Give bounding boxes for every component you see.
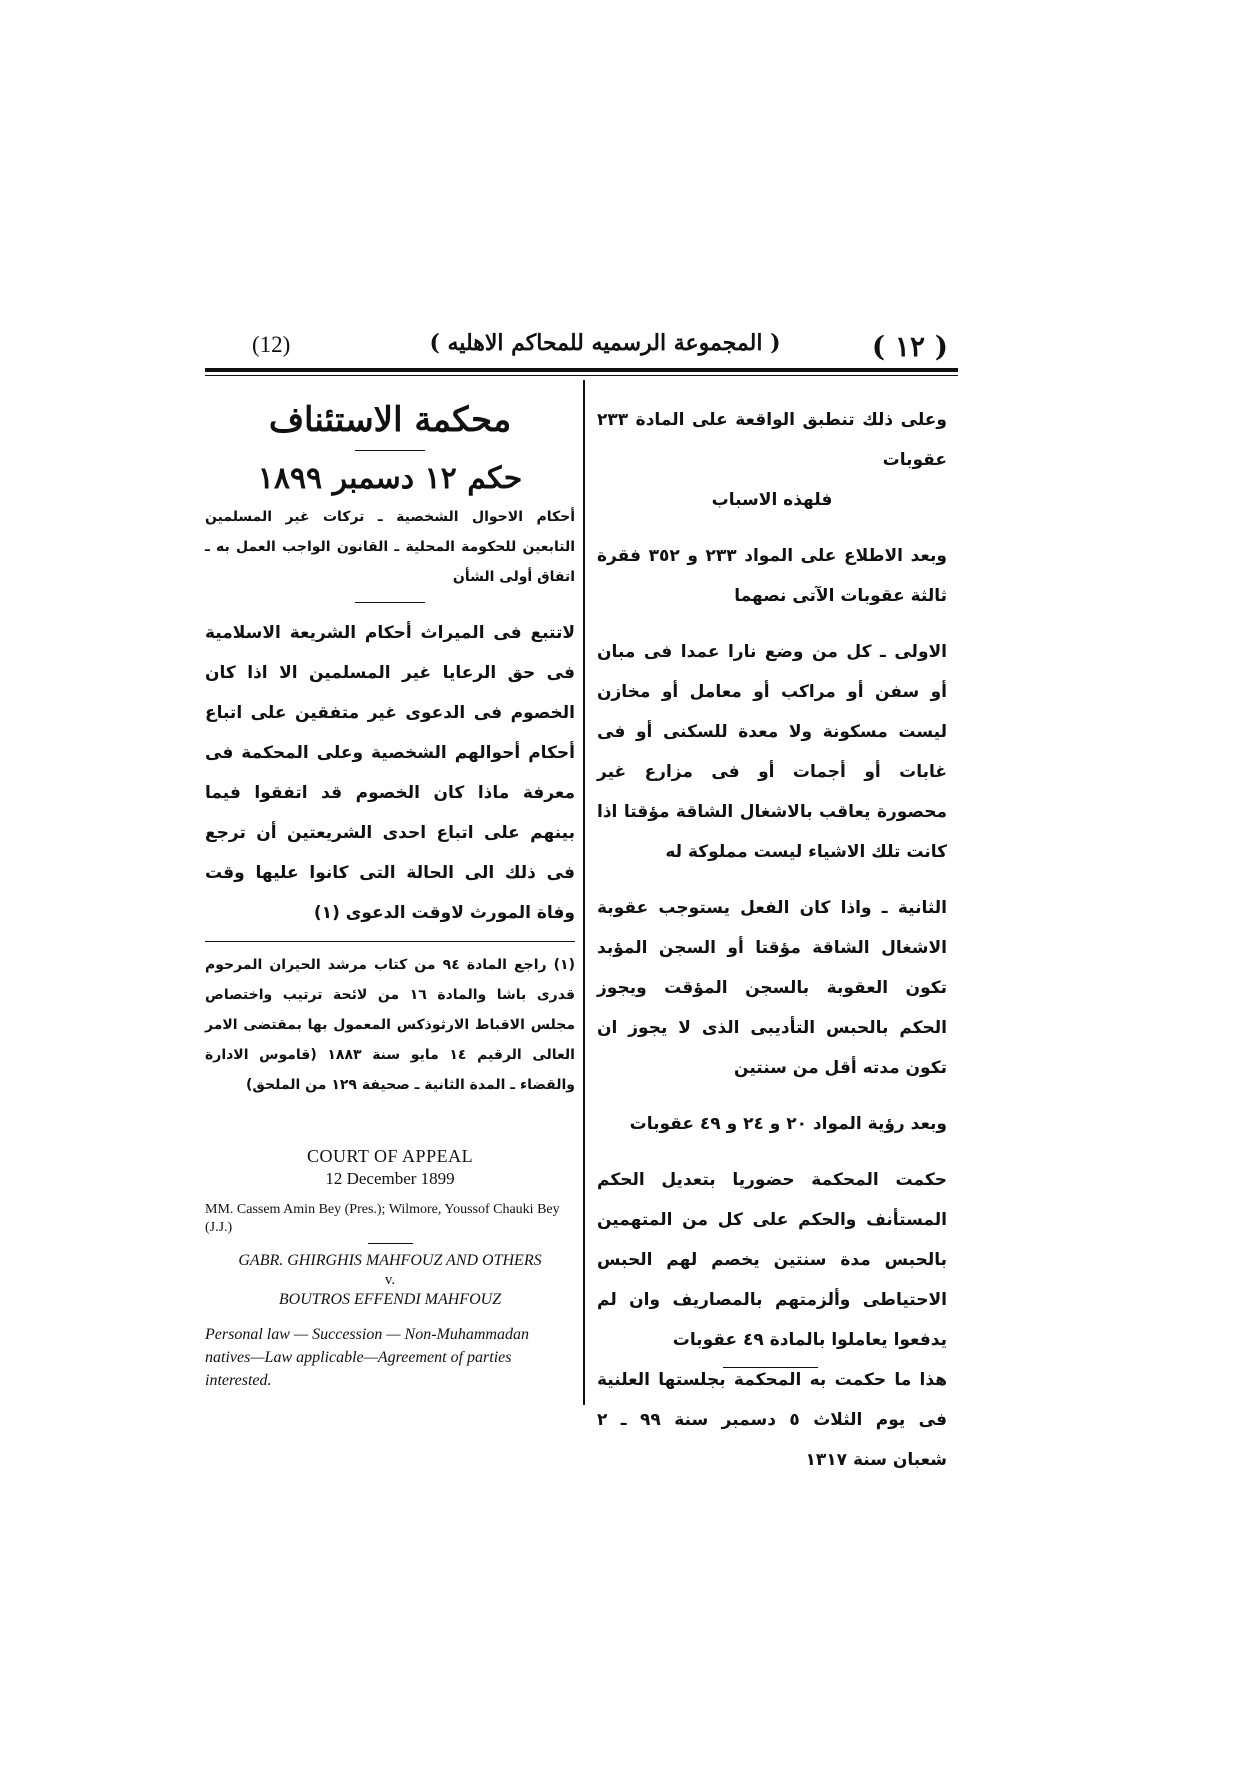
right-column xyxy=(597,400,947,1480)
english-summary xyxy=(205,1146,575,1392)
judgment-date-arabic: حكم ١٢ دسمبر ١٨٩٩ xyxy=(257,461,523,496)
paragraph-review: وبعد الاطلاع على المواد ٢٣٣ و ٣٥٢ فقرة ثالثة عقوبات الآتى نصهما xyxy=(597,546,947,606)
paragraph-articles-cited: وبعد رؤية المواد ٢٠ و ٢٤ و ٤٩ عقوبات xyxy=(629,1114,947,1134)
paragraph-article-second: الثانية ـ واذا كان الفعل يستوجب عقوبة الاشغال الشاقة مؤقتا أو السجن المؤبد تكون العقوبة بالسجن المؤقت ويجوز الحكم بالحبس التأديبى الذى لا يجوز ان تكون مدته أقل من سنتين xyxy=(597,898,947,1078)
title-rule xyxy=(355,450,425,451)
header-rule-thick xyxy=(205,368,958,372)
header-rule-thin xyxy=(205,375,958,376)
holding-arabic: لاتتبع فى الميراث أحكام الشريعة الاسلامية فى حق الرعايا غير المسلمين الا اذا كان الخصوم فى الدعوى غير متفقين على اتباع أحكام أحوالهم الشخصية وعلى المحكمة فى معرفة ماذا كان الخصوم قد اتفقوا فيما بينهم على اتباع احدى الشريعتين أن ترجع فى ذلك الى الحالة التى كانوا عليها وقت وفاة المورث لاوقت الدعوى (١) xyxy=(205,623,575,923)
court-name-english: COURT OF APPEAL xyxy=(306,1146,474,1166)
end-rule xyxy=(723,1367,818,1368)
bench-rule xyxy=(368,1243,413,1244)
left-column xyxy=(205,400,575,1392)
page-number-arabic: ( ١٢ ) xyxy=(871,330,948,363)
headnote-arabic: أحكام الاحوال الشخصية ـ تركات غير المسلمين التابعين للحكومة المحلية ـ القانون الواجب العمل به ـ اتفاق أولى الشأن xyxy=(205,509,575,585)
page-number-latin: (12) xyxy=(252,332,291,357)
paragraph-article-first: الاولى ـ كل من وضع نارا عمدا فى مبان أو سفن أو مراكب أو معامل أو مخازن ليست مسكونة ولا معدة للسكنى أو فى غابات أو أجمات أو فى مزارع غير محصورة يعاقب بالاشغال الشاقة مؤقتا اذا كانت تلك الاشياء ليست مملوكة له xyxy=(597,642,947,862)
headnote-rule xyxy=(355,602,425,603)
paragraph-application: وعلى ذلك تنطبق الواقعة على المادة ٢٣٣ عقوبات xyxy=(597,410,947,470)
paragraph-reasons: فلهذه الاسباب xyxy=(711,490,833,510)
page-header xyxy=(205,330,958,370)
judgment-date-english: 12 December 1899 xyxy=(325,1169,455,1188)
column-divider xyxy=(583,380,585,1405)
court-name-arabic: محكمة الاستئناف xyxy=(268,400,512,440)
footnote-rule xyxy=(205,941,575,942)
publication-title: ( المجموعة الرسميه للمحاكم الاهليه ) xyxy=(429,330,781,356)
party-respondent: BOUTROS EFFENDI MAHFOUZ xyxy=(278,1291,502,1308)
versus-label: v. xyxy=(384,1272,396,1288)
bench-english: MM. Cassem Amin Bey (Pres.); Wilmore, Youssof Chauki Bey (J.J.) xyxy=(205,1202,560,1235)
subject-english: Personal law — Succession — Non-Muhammadan natives—Law applicable—Agreement of parties interested. xyxy=(205,1326,529,1389)
footnote-arabic: (١) راجع المادة ٩٤ من كتاب مرشد الحيران المرحوم قدرى باشا والمادة ١٦ من لائحة ترتيب واختصاص مجلس الاقباط الارثوذكس المعمول بها بمقتضى الامر العالى الرقيم ١٤ مايو سنة ١٨٨٣ (قاموس الادارة والقضاء ـ المدة الثانية ـ صحيفة ١٢٩ من الملحق) xyxy=(205,957,575,1093)
party-appellant: GABR. GHIRGHIS MAHFOUZ AND OTHERS xyxy=(238,1252,542,1269)
paragraph-session: هذا ما حكمت به المحكمة بجلستها العلنية فى يوم الثلاث ٥ دسمبر سنة ٩٩ ـ ٢ شعبان سنة ١٣١٧ xyxy=(597,1370,948,1470)
paragraph-ruling: حكمت المحكمة حضوريا بتعديل الحكم المستأنف والحكم على كل من المتهمين بالحبس مدة سنتين يخصم لهم الحبس الاحتياطى وألزمتهم بالمصاريف وان لم يدفعوا يعاملوا بالمادة ٤٩ عقوبات xyxy=(597,1170,947,1350)
